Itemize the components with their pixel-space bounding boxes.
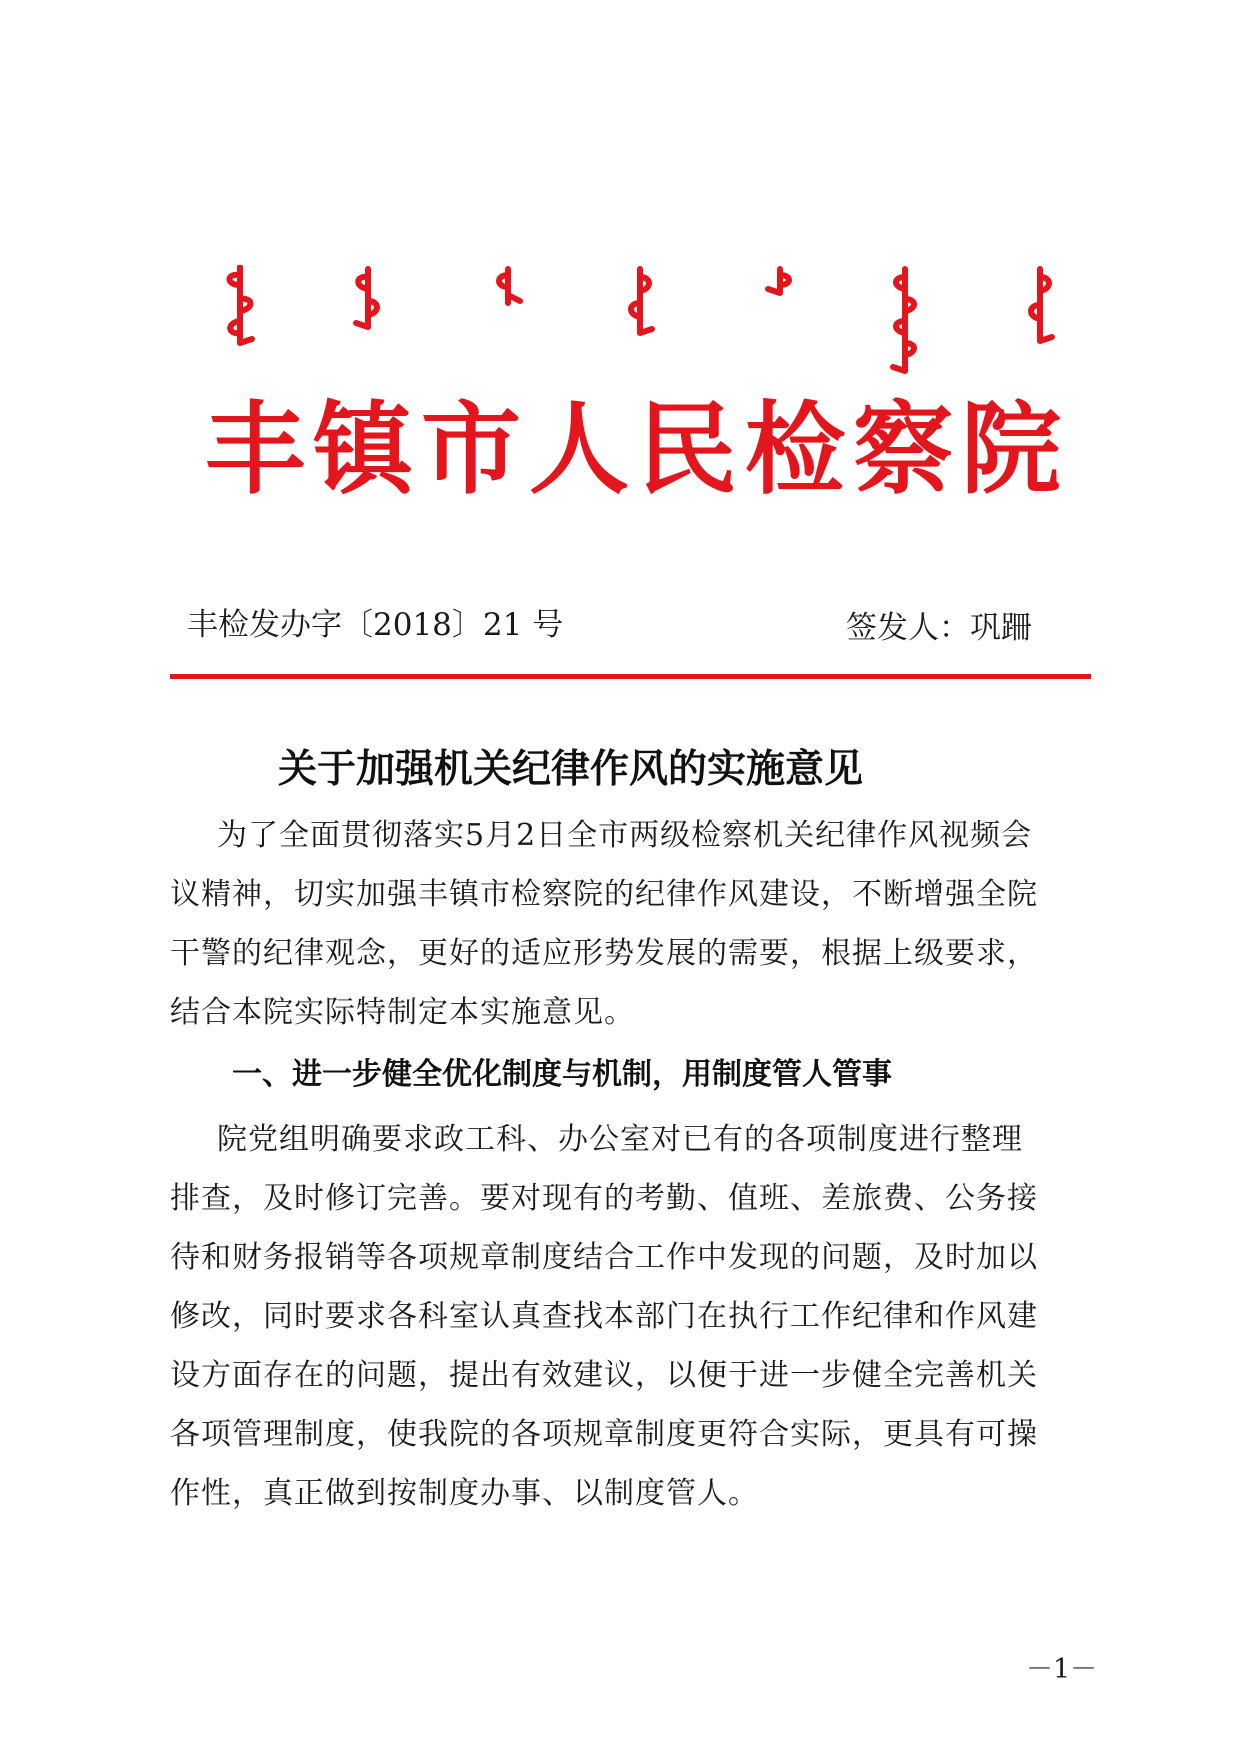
document-title: 关于加强机关纪律作风的实施意见 (278, 747, 864, 792)
mongolian-word (760, 265, 800, 299)
mongolian-word (620, 265, 660, 339)
document-number: 丰检发办字〔2018〕21 号 (187, 607, 564, 643)
intro-line: 结合本院实际特制定本实施意见。 (170, 995, 635, 1030)
page-number: －1－ (1026, 1654, 1098, 1685)
intro-line: 为了全面贯彻落实5月2日全市两级检察机关纪律作风视频会 (217, 818, 1033, 853)
mongolian-word (488, 265, 528, 309)
section-line: 院党组明确要求政工科、办公室对已有的各项制度进行整理 (217, 1122, 1023, 1157)
mongolian-word (1020, 265, 1060, 347)
section-line: 设方面存在的问题，提出有效建议，以便于进一步健全完善机关 (170, 1358, 1038, 1393)
mongolian-word (885, 265, 925, 377)
section-line: 修改，同时要求各科室认真查找本部门在执行工作纪律和作风建 (170, 1299, 1038, 1334)
mongolian-word (220, 265, 260, 347)
section-line: 待和财务报销等各项规章制度结合工作中发现的问题，及时加以 (170, 1240, 1038, 1275)
mongolian-script-wordmark (200, 265, 1060, 385)
section-line: 各项管理制度，使我院的各项规章制度更符合实际，更具有可操 (170, 1417, 1038, 1452)
signer-label: 签发人：巩跚 (846, 610, 1032, 646)
intro-line: 议精神，切实加强丰镇市检察院的纪律作风建设，不断增强全院 (170, 877, 1038, 912)
intro-line: 干警的纪律观念，更好的适应形势发展的需要，根据上级要求， (170, 936, 1038, 971)
section-line: 作性，真正做到按制度办事、以制度管人。 (170, 1476, 759, 1511)
org-name-title: 丰镇市人民检察院 (205, 391, 1069, 508)
section-heading: 一、进一步健全优化制度与机制，用制度管人管事 (232, 1057, 892, 1092)
mongolian-word (348, 265, 388, 333)
red-divider-line (170, 674, 1091, 679)
section-line: 排查，及时修订完善。要对现有的考勤、值班、差旅费、公务接 (170, 1181, 1038, 1216)
